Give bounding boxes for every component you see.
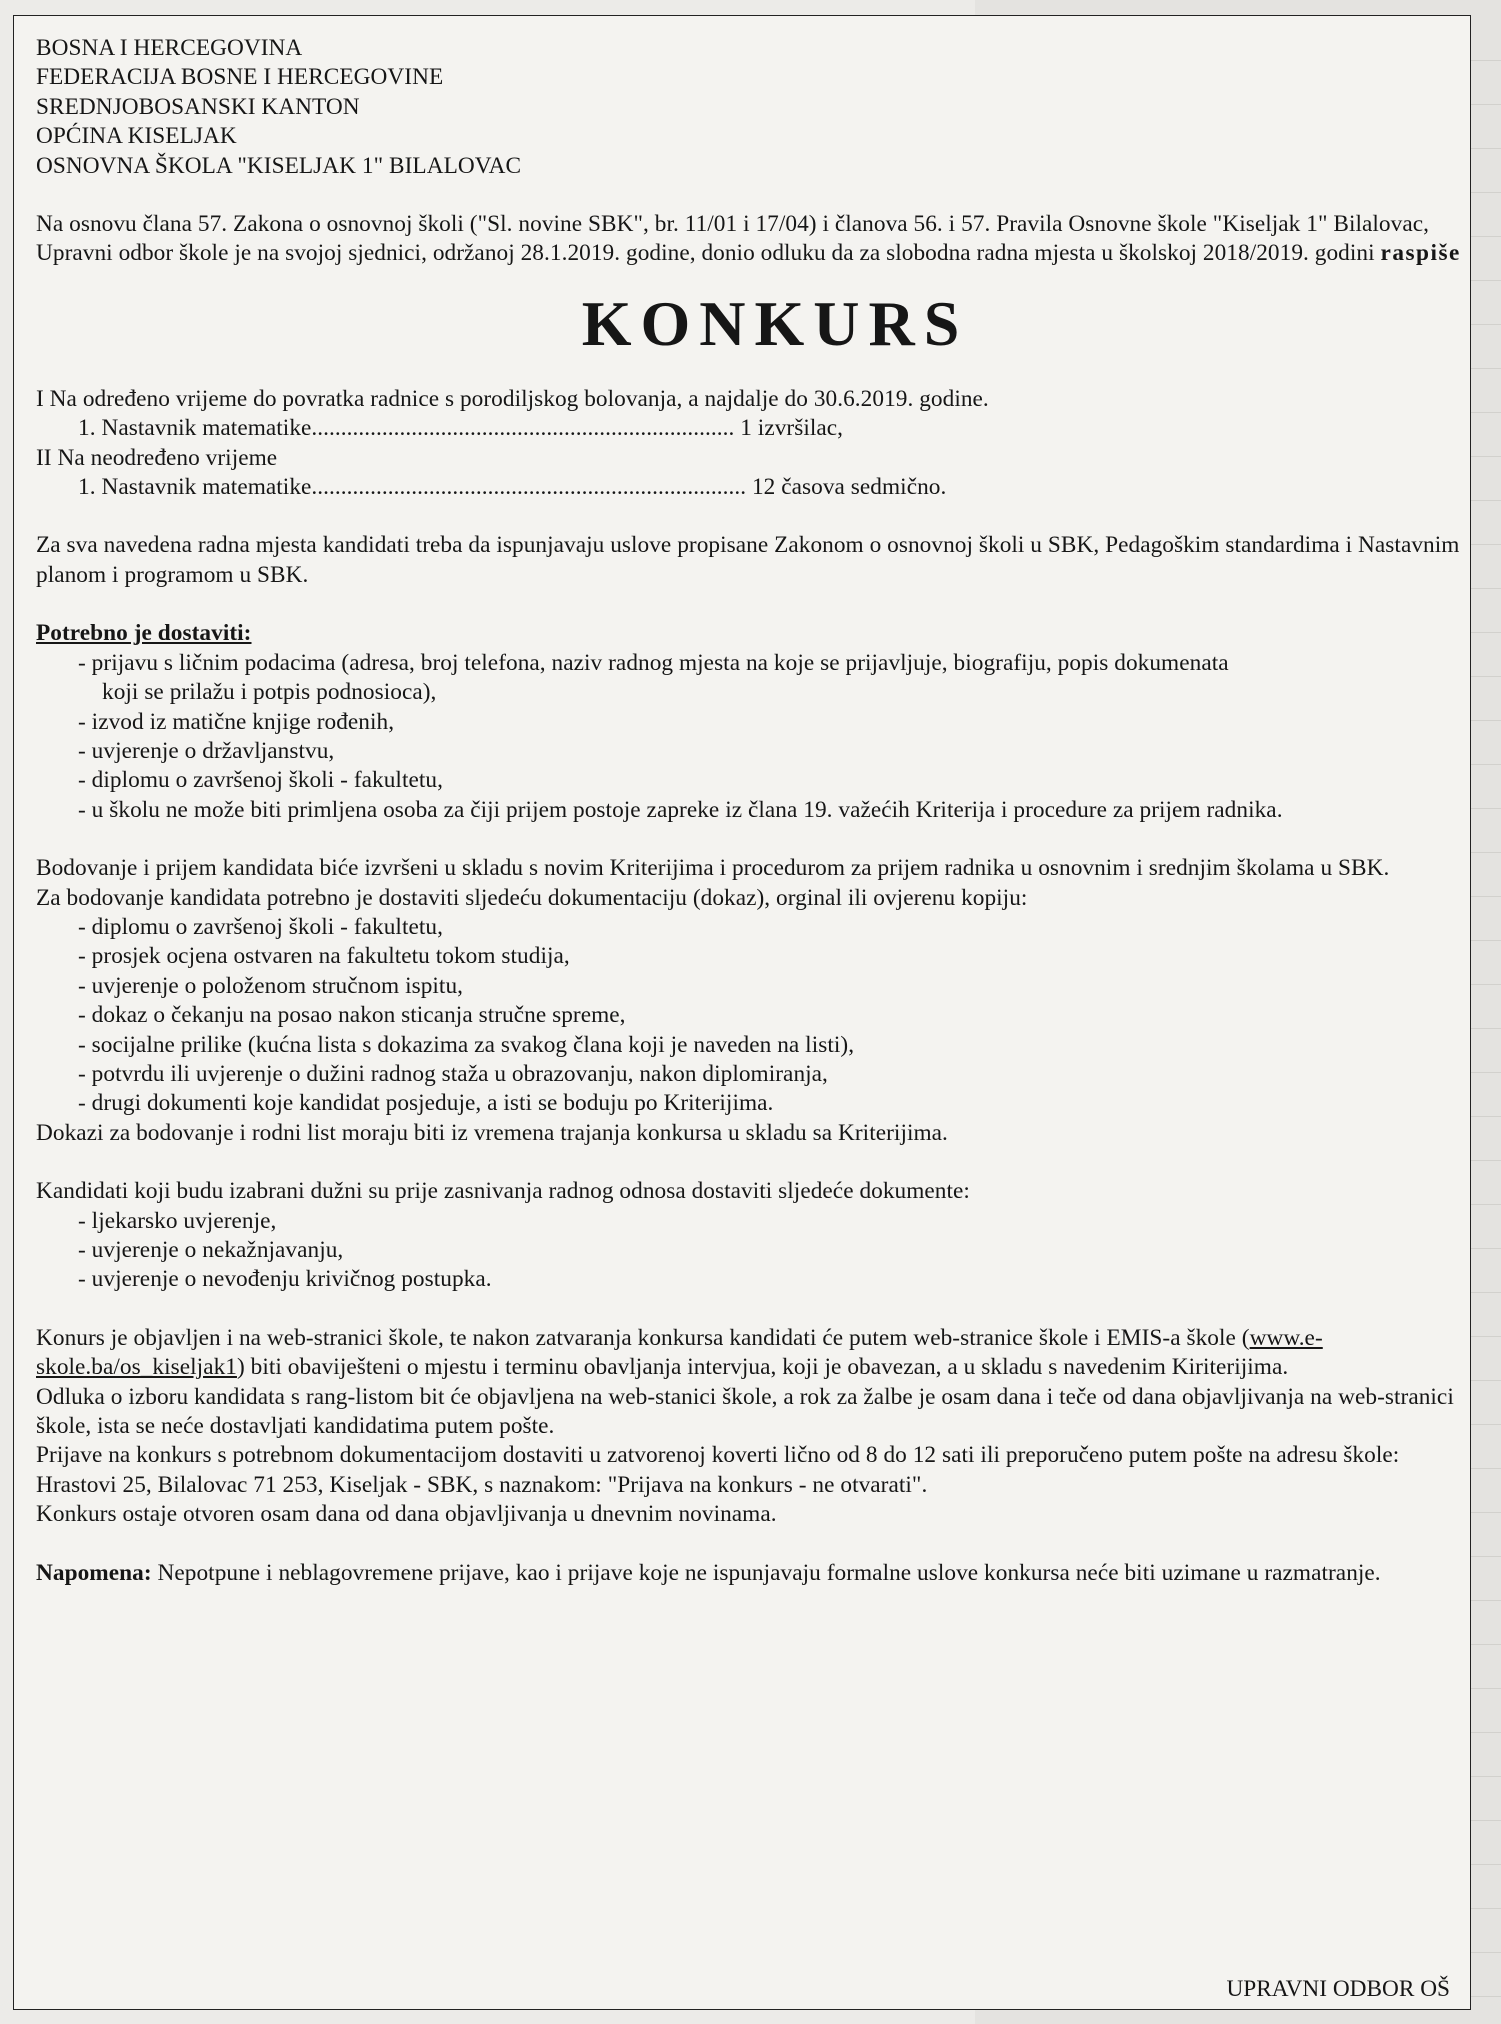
closing-paragraph-4: Konkurs ostaje otvoren osam dana od dana objavljivanja u dnevnim novinama. bbox=[36, 1501, 777, 1528]
list-item: - potvrdu ili uvjerenje o dužini radnog staža u obrazovanju, nakon diplomiranja, bbox=[78, 1060, 828, 1087]
note-text: Nepotpune i neblagovremene prijave, kao i prijave koje ne ispunjavaju formalne uslove konkursa neće biti uzimane u razmatranje. bbox=[151, 1559, 1381, 1586]
required-documents bbox=[36, 619, 1484, 825]
closing-paragraph-3: Prijave na konkurs s potrebnom dokumentacijom dostaviti u zatvorenoj koverti lično od 8 do 12 sati ili preporučeno putem pošte na adresu škole: Hrastovi 25, Bilalovac 71 253, Kiseljak - SBK, s naznakom: "Prijava na konkurs - ne otvarati". bbox=[36, 1442, 1400, 1498]
list-item: - uvjerenje o nekažnjavanju, bbox=[78, 1237, 344, 1263]
list-item: - izvod iz matične knjige rođenih, bbox=[78, 708, 395, 735]
closing-p1-text-end: ) biti obaviješteni o mjestu i terminu obavljanja intervjua, koji je obavezan, a u skladu s navedenim Kiriterijima. bbox=[236, 1354, 1289, 1381]
required-heading: Potrebno je dostaviti: bbox=[36, 620, 252, 647]
closing-p1-text: Konurs je objavljen i na web-stranici škole, te nakon zatvaranja konkursa kandidati će putem web-stranice škole i EMIS-a škole ( bbox=[36, 1324, 1250, 1351]
position-section-1-item: 1. Nastavnik matematike........................................................................ 1 izvršilac, bbox=[78, 415, 844, 442]
closing-section bbox=[36, 1324, 1484, 1530]
conditions-paragraph: Za sva navedena radna mjesta kandidati treba da ispunjavaju uslove propisane Zakonom o osnovnoj školi u SBK, Pedagoškim standardima i Nastavnim planom i programom u SBK. bbox=[36, 532, 1460, 588]
position-section-2-item: 1. Nastavnik matematike.......................................................................... 12 časova sedmično. bbox=[78, 474, 947, 501]
header-line-country: BOSNA I HERCEGOVINA bbox=[36, 35, 303, 61]
list-item: - u školu ne može biti primljena osoba za čiji prijem postoje zapreke iz člana 19. važećih Kriterija i procedure za prijem radnika. bbox=[78, 796, 1283, 823]
list-item: - prijavu s ličnim podacima (adresa, broj telefona, naziv radnog mjesta na koje se prijavljuje, biografiju, popis dokumenata bbox=[78, 649, 1229, 676]
scoring-section bbox=[36, 854, 1484, 1148]
document-title: KONKURS bbox=[581, 287, 969, 359]
intro-text: Na osnovu člana 57. Zakona o osnovnoj školi ("Sl. novine SBK", br. 11/01 i 17/04) i članova 56. i 57. Pravila Osnovne škole "Kiseljak 1" Bilalovac, Upravni odbor škole je na svojoj sjednici, održanoj 28.1.2019. godine, donio odluku da za slobodna radna mjesta u školskoj 2018/2019. godini bbox=[36, 211, 1429, 267]
position-section-1-heading: I Na određeno vrijeme do povratka radnice s porodiljskog bolovanja, a najdalje do 30.6.2019. godine. bbox=[36, 385, 989, 412]
list-item: - socijalne prilike (kućna lista s dokazima za svakog člana koji je naveden na listi), bbox=[78, 1031, 855, 1058]
announcement-content bbox=[36, 34, 1484, 1588]
signature: UPRAVNI ODBOR OŠ bbox=[1226, 1976, 1450, 2002]
scoring-intro: Bodovanje i prijem kandidata biće izvršeni u skladu s novim Kriterijima i procedurom za prijem radnika u osnovnim i srednjim školama u SBK. bbox=[36, 855, 1390, 882]
list-item: - drugi dokumenti koje kandidat posjeduje, a isti se boduju po Kriterijima. bbox=[78, 1090, 774, 1117]
list-item: - prosjek ocjena ostvaren na fakultetu tokom studija, bbox=[78, 943, 570, 970]
scoring-docs-intro: Za bodovanje kandidata potrebno je dostaviti sljedeću dokumentaciju (dokaz), orginal ili ovjerenu kopiju: bbox=[36, 884, 1028, 911]
closing-paragraph-2: Odluka o izboru kandidata s rang-listom bit će objavljena na web-stanici škole, a rok za žalbe je osam dana i teče od dana objavljivanja na web-stranici škole, ista se neće dostavljati kandidatima putem pošte. bbox=[36, 1383, 1454, 1440]
announcement-frame bbox=[13, 15, 1471, 2010]
selected-intro: Kandidati koji budu izabrani dužni su prije zasnivanja radnog odnosa dostaviti sljedeće dokumente: bbox=[36, 1178, 970, 1205]
note-label: Napomena: bbox=[36, 1559, 152, 1586]
list-item: - uvjerenje o položenom stručnom ispitu, bbox=[78, 972, 464, 999]
header-line-municipality: OPĆINA KISELJAK bbox=[36, 123, 237, 150]
positions-list bbox=[36, 385, 1484, 503]
header-line-federation: FEDERACIJA BOSNE I HERCEGOVINE bbox=[36, 64, 444, 91]
scoring-note: Dokazi za bodovanje i rodni list moraju biti iz vremena trajanja konkursa u skladu sa Kriterijima. bbox=[36, 1119, 948, 1146]
institution-header bbox=[36, 34, 1484, 181]
list-item: - diplomu o završenoj školi - fakultetu, bbox=[78, 913, 443, 940]
list-item: - uvjerenje o državljanstvu, bbox=[78, 737, 335, 764]
header-line-school: OSNOVNA ŠKOLA "KISELJAK 1" BILALOVAC bbox=[36, 152, 522, 179]
note-paragraph bbox=[36, 1559, 1484, 1588]
intro-paragraph bbox=[36, 210, 1484, 269]
school-website-link[interactable]: www.e-skole.ba/os_kiseljak1 bbox=[36, 1324, 1323, 1381]
selected-candidates-section bbox=[36, 1177, 1484, 1295]
header-line-canton: SREDNJOBOSANSKI KANTON bbox=[36, 93, 360, 120]
list-item: - ljekarsko uvjerenje, bbox=[78, 1207, 277, 1234]
intro-emphasis: raspiše bbox=[1380, 240, 1461, 267]
list-item: - uvjerenje o nevođenju krivičnog postupka. bbox=[78, 1266, 492, 1293]
list-item-continuation: koji se prilažu i potpis podnosioca), bbox=[102, 679, 437, 706]
closing-paragraph-1 bbox=[36, 1324, 1484, 1383]
list-item: - dokaz o čekanju na posao nakon sticanja stručne spreme, bbox=[78, 1002, 626, 1029]
list-item: - diplomu o završenoj školi - fakultetu, bbox=[78, 767, 443, 794]
position-section-2-heading: II Na neodređeno vrijeme bbox=[36, 444, 278, 471]
